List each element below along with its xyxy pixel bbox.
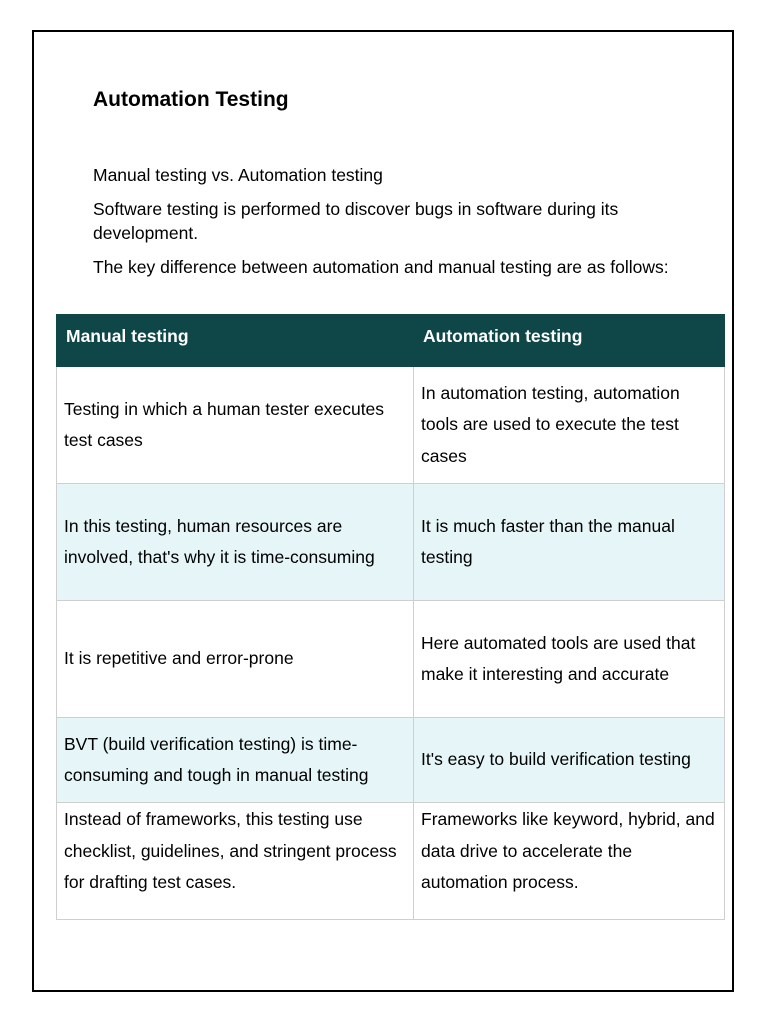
table-cell-manual: BVT (build verification testing) is time-consuming and tough in manual testing <box>57 718 414 803</box>
comparison-table <box>56 314 725 920</box>
table-cell-manual: Instead of frameworks, this testing use checklist, guidelines, and stringent process for drafting test cases. <box>57 803 414 920</box>
table-row <box>57 601 725 718</box>
table-cell-automation: Here automated tools are used that make it interesting and accurate <box>414 601 725 718</box>
subtitle-paragraph: Manual testing vs. Automation testing <box>93 165 383 185</box>
table-cell-manual: It is repetitive and error-prone <box>57 601 414 718</box>
document-title: Automation Testing <box>93 88 289 111</box>
table-header-row <box>57 315 725 367</box>
table-row <box>57 803 725 920</box>
table-row <box>57 484 725 601</box>
table-row <box>57 367 725 484</box>
table-cell-automation: It is much faster than the manual testing <box>414 484 725 601</box>
table-cell-automation: In automation testing, automation tools are used to execute the test cases <box>414 367 725 484</box>
difference-paragraph: The key difference between automation and manual testing are as follows: <box>93 257 669 277</box>
intro-paragraph: Software testing is performed to discover bugs in software during its development. <box>93 199 619 243</box>
column-header-manual: Manual testing <box>57 315 414 367</box>
table-cell-automation: It's easy to build verification testing <box>414 718 725 803</box>
table-cell-manual: Testing in which a human tester executes test cases <box>57 367 414 484</box>
table-row <box>57 718 725 803</box>
table-cell-automation: Frameworks like keyword, hybrid, and data drive to accelerate the automation process. <box>414 803 725 920</box>
column-header-automation: Automation testing <box>414 315 725 367</box>
table-cell-manual: In this testing, human resources are involved, that's why it is time-consuming <box>57 484 414 601</box>
